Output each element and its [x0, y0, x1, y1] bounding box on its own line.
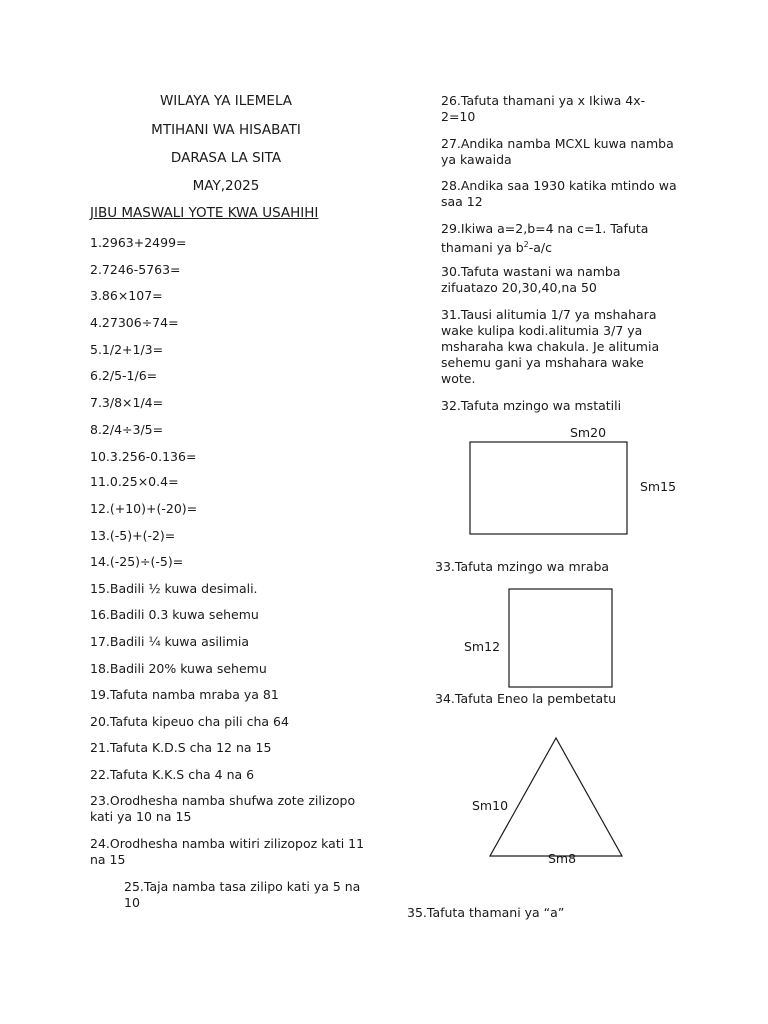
question-19: 19.Tafuta namba mraba ya 81 [90, 687, 279, 702]
question-29-suffix: -a/c [528, 240, 553, 256]
rectangle-top-label: Sm20 [570, 425, 607, 440]
question-1: 1.2963+2499= [90, 235, 187, 250]
question-14: 14.(-25)÷(-5)= [90, 554, 184, 569]
square-shape [509, 589, 612, 687]
question-26: 26.Tafuta thamani ya x Ikiwa 4x-2=10 [441, 93, 646, 124]
question-20: 20.Tafuta kipeuo cha pili cha 64 [90, 714, 289, 729]
question-27: 27.Andika namba MCXL kuwa namba ya kawaida [441, 136, 674, 167]
exam-date: MAY,2025 [192, 178, 260, 194]
question-34: 34.Tafuta Eneo la pembetatu [435, 691, 617, 706]
question-5: 5.1/2+1/3= [90, 342, 164, 357]
question-7: 7.3/8×1/4= [90, 395, 164, 410]
question-29-exponent: 2 [523, 240, 529, 249]
question-16: 16.Badili 0.3 kuwa sehemu [90, 607, 259, 622]
exam-title: MTIHANI WA HISABATI [151, 122, 301, 138]
square-figure [508, 588, 614, 689]
question-32: 32.Tafuta mzingo wa mstatili [441, 398, 622, 413]
instruction: JIBU MASWALI YOTE KWA USAHIHI [90, 205, 319, 221]
rectangle-side-label: Sm15 [640, 479, 677, 494]
question-17: 17.Badili ¼ kuwa asilimia [90, 634, 250, 649]
square-side-label: Sm12 [464, 639, 501, 654]
rectangle-figure [469, 441, 629, 536]
question-4: 4.27306÷74= [90, 315, 179, 330]
question-13: 13.(-5)+(-2)= [90, 528, 176, 543]
question-22: 22.Tafuta K.K.S cha 4 na 6 [90, 767, 255, 782]
district-title: WILAYA YA ILEMELA [159, 93, 293, 109]
triangle-side-label: Sm10 [472, 798, 509, 813]
triangle-shape [490, 738, 622, 856]
question-33: 33.Tafuta mzingo wa mraba [435, 559, 610, 574]
question-21: 21.Tafuta K.D.S cha 12 na 15 [90, 740, 272, 755]
question-35: 35.Tafuta thamani ya “a” [407, 905, 565, 920]
question-10: 10.3.256-0.136= [90, 449, 197, 464]
question-29 [441, 221, 666, 256]
triangle-base-label: Sm8 [548, 851, 577, 866]
question-8: 8.2/4÷3/5= [90, 422, 164, 437]
rectangle-shape [470, 442, 627, 534]
question-15: 15.Badili ½ kuwa desimali. [90, 581, 258, 596]
question-18: 18.Badili 20% kuwa sehemu [90, 661, 267, 676]
question-25: 25.Taja namba tasa zilipo kati ya 5 na 10 [124, 879, 361, 910]
question-29-text: 29.Ikiwa a=2,b=4 na c=1. Tafuta thamani ya b [441, 221, 649, 256]
question-2: 2.7246-5763= [90, 262, 181, 277]
question-30: 30.Tafuta wastani wa namba zifuatazo 20,30,40,na 50 [441, 264, 621, 295]
triangle-figure [488, 736, 626, 859]
question-12: 12.(+10)+(-20)= [90, 501, 198, 516]
class-title: DARASA LA SITA [170, 150, 282, 166]
question-6: 6.2/5-1/6= [90, 368, 158, 383]
question-24: 24.Orodhesha namba witiri zilizopoz kati 11 na 15 [90, 836, 365, 867]
question-11: 11.0.25×0.4= [90, 474, 179, 489]
question-31: 31.Tausi alitumia 1/7 ya mshahara wake kulipa kodi.alitumia 3/7 ya msharaha kwa chakula. Je alitumia sehemu gani ya mshahara wake wote. [441, 307, 660, 386]
question-3: 3.86×107= [90, 288, 163, 303]
question-23: 23.Orodhesha namba shufwa zote zilizopo kati ya 10 na 15 [90, 793, 356, 824]
question-28: 28.Andika saa 1930 katika mtindo wa saa 12 [441, 178, 677, 209]
